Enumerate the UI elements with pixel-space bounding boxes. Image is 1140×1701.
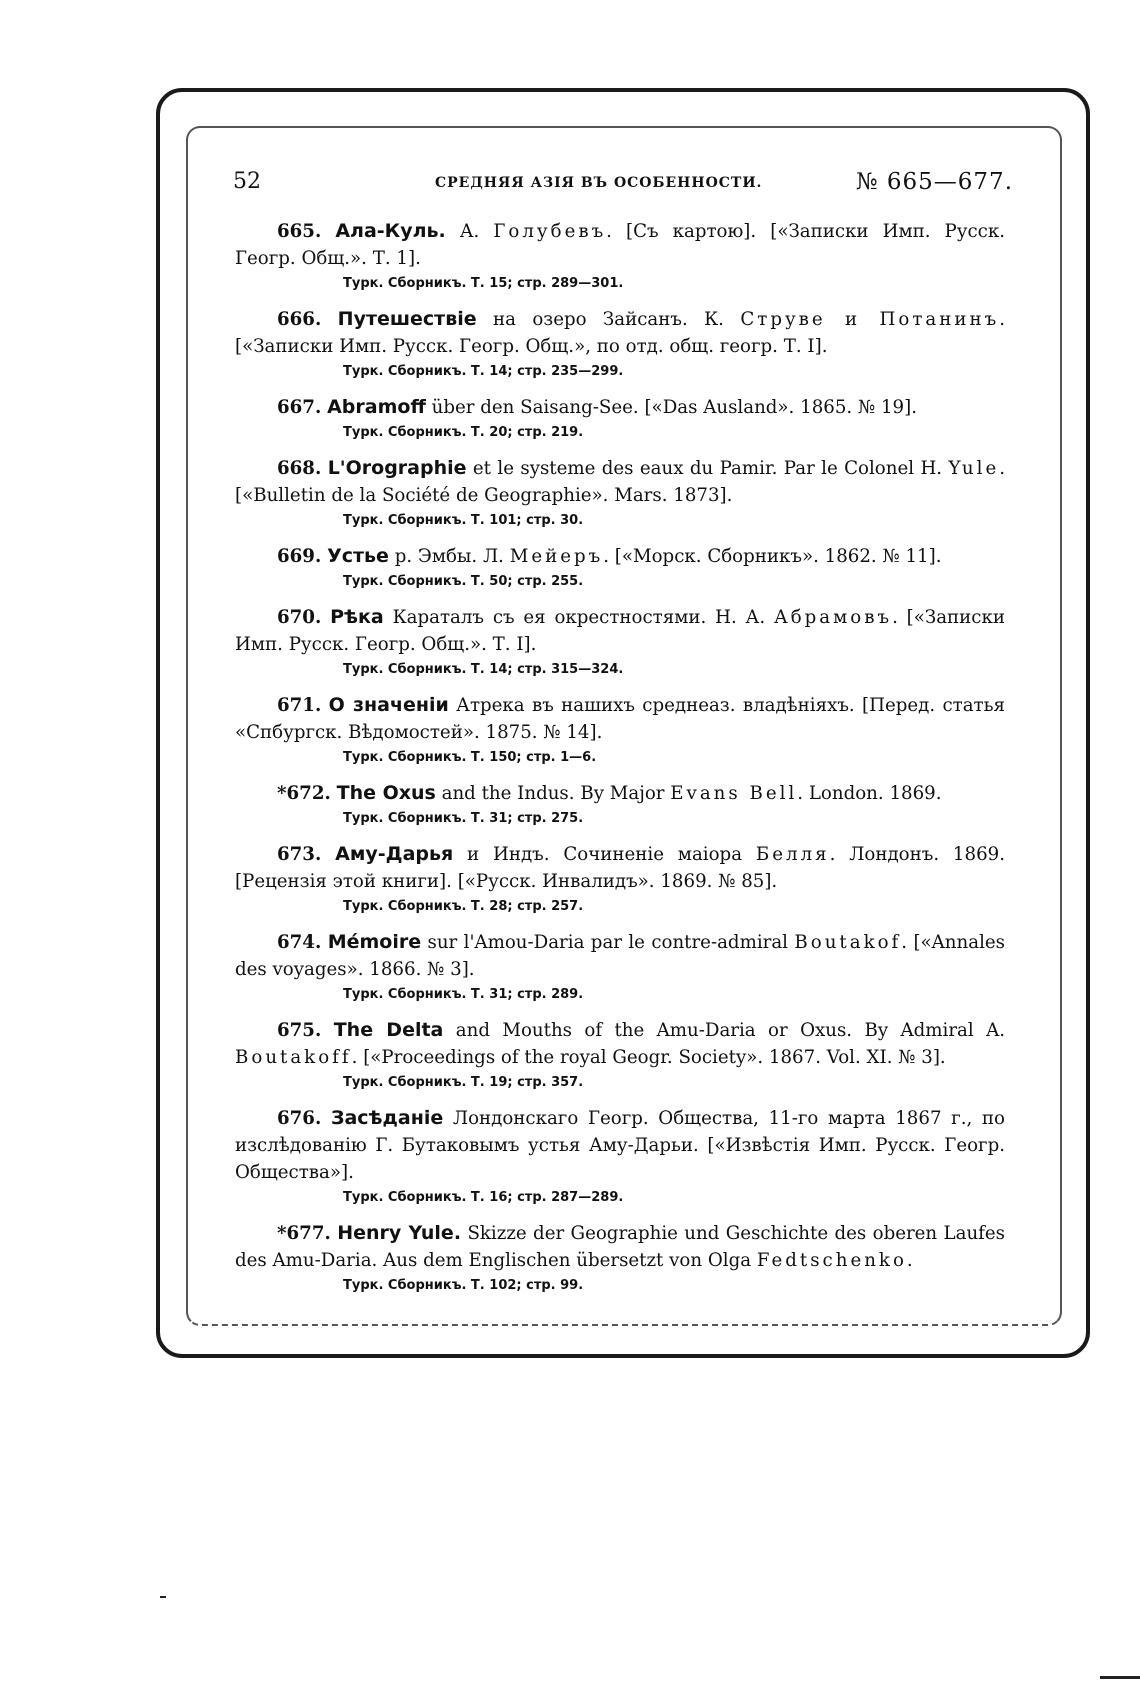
entry-heading: The Delta [333,1019,444,1041]
entry-author: Fedtschenko [756,1250,907,1271]
entry-667 [235,394,1005,443]
entry-body: р. Эмбы. Л. [388,546,510,567]
entry-heading: Устье [327,545,389,567]
entry-reference: Турк. Сборникъ. Т. 101; стр. 30. [343,513,584,528]
entry-author: Boutakoff [235,1047,352,1068]
entry-heading: Аму-Дарья [335,843,454,865]
entry-heading: Рѣка [330,606,384,628]
entry-675 [235,1017,1005,1093]
entry-number: 668. [277,458,322,479]
entry-reference: Турк. Сборникъ. Т. 28; стр. 257. [343,899,584,914]
entry-number: 665. [277,221,322,242]
entry-body-end: . [«Proceedings of the royal Geogr. Society». 1867. Vol. XI. № 3]. [351,1047,946,1068]
entry-reference: Турк. Сборникъ. Т. 19; стр. 357. [343,1075,584,1090]
entry-heading: Засѣданіе [330,1107,444,1129]
entry-heading: The Oxus [336,782,436,804]
entry-heading: О значеніи [328,694,449,716]
entry-body-end: . [«Записки Имп. Русск. Геогр. Общ.». Т. I]. [235,607,1005,655]
entry-677 [235,1220,1005,1296]
entry-author: Boutakof [794,932,902,953]
entry-body-end: . London. 1869. [797,783,942,804]
entry-number: 669. [277,546,322,567]
entry-heading: L'Orographie [327,457,467,479]
entry-body: and the Indus. By Major [435,783,671,804]
entry-body-end: . [«Записки Имп. Русск. Геогр. Общ.», по отд. общ. геогр. Т. I]. [235,309,1005,357]
entry-author: Белля [755,844,830,865]
entry-670 [235,604,1005,680]
entry-body-end: . [«Annales des voyages». 1866. № 3]. [235,932,1005,980]
entry-heading: Mémoire [327,931,422,953]
entry-number: 671. [277,695,322,716]
entry-number: *672. [277,783,331,804]
entry-reference: Турк. Сборникъ. Т. 150; стр. 1—6. [343,750,597,765]
entry-range: № 665—677. [855,169,1013,195]
entry-body: sur l'Amou-Daria par le contre-admiral [421,932,795,953]
entry-author: Yule [948,458,1000,479]
entry-674 [235,929,1005,1005]
entry-number: 666. [277,309,322,330]
entry-body: et le systeme des eaux du Pamir. Par le Colonel H. [466,458,949,479]
entry-673 [235,841,1005,917]
entry-body-end: . [906,1250,913,1271]
entry-body: über den Saisang-See. [«Das Ausland». 1865. № 19]. [425,397,917,418]
entry-666 [235,306,1005,382]
entry-body: Skizze der Geographie und Geschichte des oberen Laufes des Amu-Daria. Aus dem Englischen übersetzt von Olga [235,1223,1006,1271]
entry-body: Атрека въ нашихъ среднеаз. владѣніяхъ. [Перед. статья «Спбургск. Вѣдомостей». 1875. № 14]. [235,695,1005,743]
entry-body-end: . [Съ картою]. [«Записки Имп. Русск. Геогр. Общ.». Т. 1]. [235,221,1005,269]
entry-676 [235,1105,1005,1208]
entry-body-end: . [«Морск. Сборникъ». 1862. № 11]. [603,546,942,567]
entry-reference: Турк. Сборникъ. Т. 102; стр. 99. [343,1278,584,1293]
entry-body: Караталъ съ ея окрестностями. Н. А. [383,607,774,628]
entry-heading: Abramoff [327,396,426,418]
entry-668 [235,455,1005,531]
entry-reference: Турк. Сборникъ. Т. 50; стр. 255. [343,574,584,589]
entry-reference: Турк. Сборникъ. Т. 31; стр. 275. [343,811,584,826]
entry-665 [235,218,1005,294]
entry-number: 670. [277,607,322,628]
entry-body-end: . [«Bulletin de la Société de Geographie». Mars. 1873]. [235,458,1005,506]
entry-number: 675. [277,1020,322,1041]
entry-reference: Турк. Сборникъ. Т. 14; стр. 235—299. [343,364,624,379]
page-header [233,165,1013,205]
entry-heading: Путешествіе [337,308,477,330]
bibliography-entries [235,218,1005,1308]
entry-body: А. [445,221,494,242]
entry-672 [235,780,1005,829]
entry-reference: Турк. Сборникъ. Т. 16; стр. 287—289. [343,1190,624,1205]
entry-669 [235,543,1005,592]
entry-number: 667. [277,397,322,418]
entry-body: и Индъ. Сочиненіе маіора [453,844,756,865]
entry-reference: Турк. Сборникъ. Т. 31; стр. 289. [343,987,584,1002]
entry-reference: Турк. Сборникъ. Т. 15; стр. 289—301. [343,276,624,291]
entry-number: 674. [277,932,322,953]
entry-number: 673. [277,844,322,865]
entry-author: Абрамовъ [773,607,893,628]
entry-author: Голубевъ [493,221,607,242]
entry-heading: Henry Yule. [337,1222,462,1244]
entry-author: Мейеръ [509,546,604,567]
scan-mark [160,1596,166,1598]
running-title: СРЕДНЯЯ АЗІЯ ВЪ ОСОБЕННОСТИ. [435,175,763,191]
entry-body: and Mouths of the Amu-Daria or Oxus. By Admiral A. [443,1020,1005,1041]
entry-author: Струве и Потанинъ [740,309,1000,330]
entry-671 [235,692,1005,768]
scan-mark [1100,1676,1140,1679]
page-number: 52 [233,169,261,194]
entry-heading: Ала-Куль. [335,220,446,242]
entry-number: *677. [277,1223,331,1244]
entry-body: Лондонскаго Геогр. Общества, 11-го марта 1867 г., по изслѣдованію Г. Бутаковымъ устья Аму-Дарьи. [«Извѣстія Имп. Русск. Геогр. Общества»]. [235,1108,1005,1183]
entry-body: на озеро Зайсанъ. К. [476,309,741,330]
entry-reference: Турк. Сборникъ. Т. 20; стр. 219. [343,425,584,440]
entry-author: Evans Bell [670,783,798,804]
entry-number: 676. [277,1108,322,1129]
entry-reference: Турк. Сборникъ. Т. 14; стр. 315—324. [343,662,624,677]
entry-body-end: . Лондонъ. 1869. [Рецензія этой книги]. [«Русск. Инвалидъ». 1869. № 85]. [235,844,1005,892]
